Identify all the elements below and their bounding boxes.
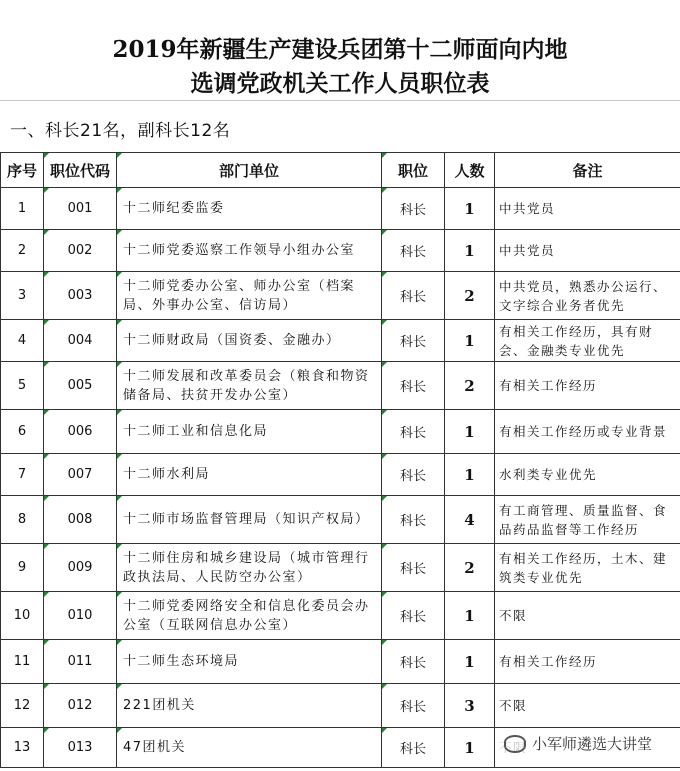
cell-dept: 十二师纪委监委 bbox=[117, 188, 382, 230]
cell-count: 1 bbox=[445, 320, 495, 362]
cell-seq: 5 bbox=[1, 362, 44, 410]
cell-position: 科长 bbox=[382, 496, 445, 544]
cell-count: 1 bbox=[445, 454, 495, 496]
table-row bbox=[1, 410, 680, 454]
table-row bbox=[1, 320, 680, 362]
cell-note: 有相关工作经历，土木、建筑类专业优先 bbox=[495, 544, 680, 592]
cell-dept: 十二师市场监督管理局（知识产权局） bbox=[117, 496, 382, 544]
cell-seq: 2 bbox=[1, 230, 44, 272]
header-code: 职位代码 bbox=[44, 153, 117, 188]
watermark bbox=[500, 733, 656, 754]
cell-code: 012 bbox=[44, 684, 117, 728]
table-row bbox=[1, 230, 680, 272]
header-count: 人数 bbox=[445, 153, 495, 188]
cell-count: 1 bbox=[445, 410, 495, 454]
table-row bbox=[1, 640, 680, 684]
table-header-row bbox=[1, 153, 680, 188]
cell-position: 科长 bbox=[382, 230, 445, 272]
cell-dept: 十二师水利局 bbox=[117, 454, 382, 496]
title-block bbox=[0, 33, 680, 101]
cell-position: 科长 bbox=[382, 454, 445, 496]
table-row bbox=[1, 544, 680, 592]
cell-seq: 7 bbox=[1, 454, 44, 496]
cell-seq: 11 bbox=[1, 640, 44, 684]
page-title-line1: 2019年新疆生产建设兵团第十二师面向内地 bbox=[112, 36, 568, 63]
cell-count: 1 bbox=[445, 230, 495, 272]
cell-count: 3 bbox=[445, 684, 495, 728]
cell-count: 2 bbox=[445, 544, 495, 592]
cell-note: 水利类专业优先 bbox=[495, 454, 680, 496]
cell-note: 中共党员，熟悉办公运行、文字综合业务者优先 bbox=[495, 272, 680, 320]
wechat-icon bbox=[504, 735, 526, 753]
header-note: 备注 bbox=[495, 153, 680, 188]
cell-position: 科长 bbox=[382, 544, 445, 592]
cell-note: 有相关工作经历 bbox=[495, 362, 680, 410]
cell-code: 010 bbox=[44, 592, 117, 640]
cell-position: 科长 bbox=[382, 410, 445, 454]
cell-dept: 十二师住房和城乡建设局（城市管理行政执法局、人民防空办公室） bbox=[117, 544, 382, 592]
cell-code: 004 bbox=[44, 320, 117, 362]
cell-dept: 十二师党委网络安全和信息化委员会办公室（互联网信息办公室） bbox=[117, 592, 382, 640]
cell-code: 005 bbox=[44, 362, 117, 410]
cell-position: 科长 bbox=[382, 728, 445, 768]
cell-position: 科长 bbox=[382, 362, 445, 410]
cell-seq: 3 bbox=[1, 272, 44, 320]
cell-position: 科长 bbox=[382, 320, 445, 362]
table-row bbox=[1, 188, 680, 230]
cell-note: 有工商管理、质量监督、食品药品监督等工作经历 bbox=[495, 496, 680, 544]
page-title-line2: 选调党政机关工作人员职位表 bbox=[190, 70, 490, 97]
cell-dept: 十二师党委巡察工作领导小组办公室 bbox=[117, 230, 382, 272]
cell-dept: 十二师财政局（国资委、金融办） bbox=[117, 320, 382, 362]
cell-code: 007 bbox=[44, 454, 117, 496]
cell-dept: 十二师发展和改革委员会（粮食和物资储备局、扶贫开发办公室） bbox=[117, 362, 382, 410]
cell-count: 1 bbox=[445, 592, 495, 640]
cell-note: 不限 bbox=[495, 592, 680, 640]
cell-note: 有相关工作经历或专业背景 bbox=[495, 410, 680, 454]
cell-code: 008 bbox=[44, 496, 117, 544]
cell-dept: 十二师生态环境局 bbox=[117, 640, 382, 684]
cell-seq: 10 bbox=[1, 592, 44, 640]
table-row bbox=[1, 454, 680, 496]
cell-position: 科长 bbox=[382, 272, 445, 320]
cell-code: 002 bbox=[44, 230, 117, 272]
watermark-text: 小军师遴选大讲堂 bbox=[532, 735, 653, 753]
cell-note: 有相关工作经历 bbox=[495, 640, 680, 684]
cell-count: 2 bbox=[445, 272, 495, 320]
cell-count: 1 bbox=[445, 728, 495, 768]
cell-count: 1 bbox=[445, 188, 495, 230]
cell-position: 科长 bbox=[382, 188, 445, 230]
cell-dept: 十二师党委办公室、师办公室（档案局、外事办公室、信访局） bbox=[117, 272, 382, 320]
cell-dept: 十二师工业和信息化局 bbox=[117, 410, 382, 454]
cell-count: 1 bbox=[445, 640, 495, 684]
header-position: 职位 bbox=[382, 153, 445, 188]
cell-count: 4 bbox=[445, 496, 495, 544]
table-row bbox=[1, 272, 680, 320]
table-row bbox=[1, 362, 680, 410]
cell-position: 科长 bbox=[382, 592, 445, 640]
cell-code: 001 bbox=[44, 188, 117, 230]
cell-seq: 12 bbox=[1, 684, 44, 728]
cell-code: 009 bbox=[44, 544, 117, 592]
cell-note: 中共党员 bbox=[495, 188, 680, 230]
cell-seq: 9 bbox=[1, 544, 44, 592]
cell-code: 006 bbox=[44, 410, 117, 454]
cell-code: 003 bbox=[44, 272, 117, 320]
cell-seq: 4 bbox=[1, 320, 44, 362]
cell-code: 011 bbox=[44, 640, 117, 684]
table-row bbox=[1, 496, 680, 544]
table-row bbox=[1, 684, 680, 728]
header-dept: 部门单位 bbox=[117, 153, 382, 188]
cell-seq: 13 bbox=[1, 728, 44, 768]
divider bbox=[0, 100, 680, 101]
table-body bbox=[1, 188, 680, 768]
header-seq: 序号 bbox=[1, 153, 44, 188]
cell-note: 中共党员 bbox=[495, 230, 680, 272]
cell-position: 科长 bbox=[382, 684, 445, 728]
cell-count: 2 bbox=[445, 362, 495, 410]
table-row bbox=[1, 592, 680, 640]
cell-position: 科长 bbox=[382, 640, 445, 684]
cell-note: 不限 bbox=[495, 684, 680, 728]
positions-table bbox=[0, 152, 680, 768]
cell-seq: 8 bbox=[1, 496, 44, 544]
cell-dept: 47团机关 bbox=[117, 728, 382, 768]
cell-code: 013 bbox=[44, 728, 117, 768]
cell-dept: 221团机关 bbox=[117, 684, 382, 728]
section-heading: 一、科长21名，副科长12名 bbox=[10, 121, 231, 141]
cell-seq: 1 bbox=[1, 188, 44, 230]
cell-note: 有相关工作经历，具有财会、金融类专业优先 bbox=[495, 320, 680, 362]
cell-seq: 6 bbox=[1, 410, 44, 454]
